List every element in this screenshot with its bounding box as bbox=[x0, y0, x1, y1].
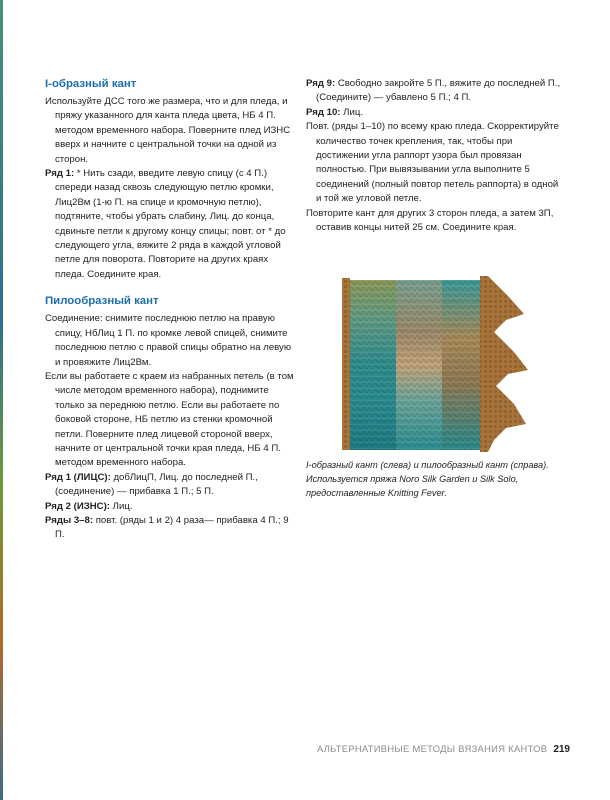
rows-3-8-instruction bbox=[45, 514, 295, 543]
paragraph-repeat: Повт. (ряды 1–10) по всему краю пледа. Скорректируйте количество точек крепления, так, чтобы при достижении угла раппорт узора был провязан полностью. При вывязывании угла выполните 5 соединений (полный повтор петель раппорта) в одной и той же угловой петле. bbox=[306, 121, 559, 205]
page-footer bbox=[300, 743, 570, 755]
page-edge-strip bbox=[0, 0, 3, 800]
page-number: 219 bbox=[553, 744, 570, 755]
paragraph-pickup: Если вы работаете с краем из набранных петель (в том числе методом временного набора), поднимите только за переднюю петлю. Если вы работаете по боковой стороне, НБ петлю из стенки кромочной петли. Поверните плед лицевой стороной вверх, начните от центральной точки края пледа, НБ 4 П. методом временного набора. bbox=[45, 370, 294, 469]
row-1-rs-instruction bbox=[45, 471, 295, 500]
paragraph-join: Соединение: снимите последнюю петлю на правую спицу, НбЛиц 1 П. по кромке левой спицей, снимите последнюю петлю с правой спицы обратно на левую и провяжите Лиц2Вм. bbox=[45, 313, 292, 368]
row-text: Лиц. bbox=[109, 500, 133, 512]
row-label: Ряд 1: bbox=[45, 168, 75, 180]
row-9-instruction bbox=[306, 77, 564, 106]
row-label: Ряд 10: bbox=[306, 106, 341, 118]
row-1-instruction bbox=[45, 167, 295, 282]
photo-caption: I-образный кант (слева) и пилообразный кант (справа). Используется пряжа Noro Silk Garden и Silk Solo, предоставленные Knitting Fever. bbox=[306, 460, 549, 498]
row-label: Ряд 1 (ЛИЦС): bbox=[45, 471, 111, 483]
knitted-swatch-photo bbox=[338, 274, 534, 454]
right-column bbox=[306, 77, 564, 235]
heading-sawtooth-edge: Пилообразный кант bbox=[45, 295, 159, 308]
row-text: добЛицП, Лиц. до последней П., (соединение) — прибавка 1 П.; 5 П. bbox=[55, 471, 258, 498]
row-text: повт. (ряды 1 и 2) 4 раза— прибавка 4 П.; 9 П. bbox=[55, 514, 289, 541]
left-column bbox=[45, 77, 295, 543]
row-text: * Нить сзади, введите левую спицу (с 4 П.) спереди назад сквозь следующую петлю кромки, Лиц2Вм (1-ю П. на спице и кромочную петлю), подтяните, чтобы убрать слабину, Лиц. до конца, сдвиньте петли к другому концу спицы; повт. от * до следующего угла, вяжите 2 ряда в каждой угловой петле для поворота. Повторите на других краях пледа. Соедините края. bbox=[55, 168, 286, 280]
row-label: Ряды 3–8: bbox=[45, 514, 94, 526]
heading-i-cord-edge: I-образный кант bbox=[45, 78, 137, 90]
row-10-instruction bbox=[306, 106, 564, 120]
paragraph-intro: Используйте ДСС того же размера, что и для пледа, и пряжу указанного для канта пледа цвета, НБ 4 П. методом временного набора. Поверните плед ИЗНС вверх и начните с центральной точки на одной из сторон. bbox=[45, 96, 291, 165]
row-text: Лиц. bbox=[340, 106, 363, 118]
row-label: Ряд 2 (ИЗНС): bbox=[45, 500, 110, 512]
row-2-ws-instruction bbox=[45, 500, 295, 514]
row-label: Ряд 9: bbox=[306, 78, 336, 89]
running-footer-section: АЛЬТЕРНАТИВНЫЕ МЕТОДЫ ВЯЗАНИЯ КАНТОВ bbox=[316, 743, 548, 754]
row-text: Свободно закройте 5 П., вяжите до последней П., (Соедините) — убавлено 5 П.; 4 П. bbox=[316, 78, 561, 104]
paragraph-finish: Повторите кант для других 3 сторон пледа, а затем 3П, оставив концы нитей 25 см. Соедините края. bbox=[306, 207, 554, 234]
